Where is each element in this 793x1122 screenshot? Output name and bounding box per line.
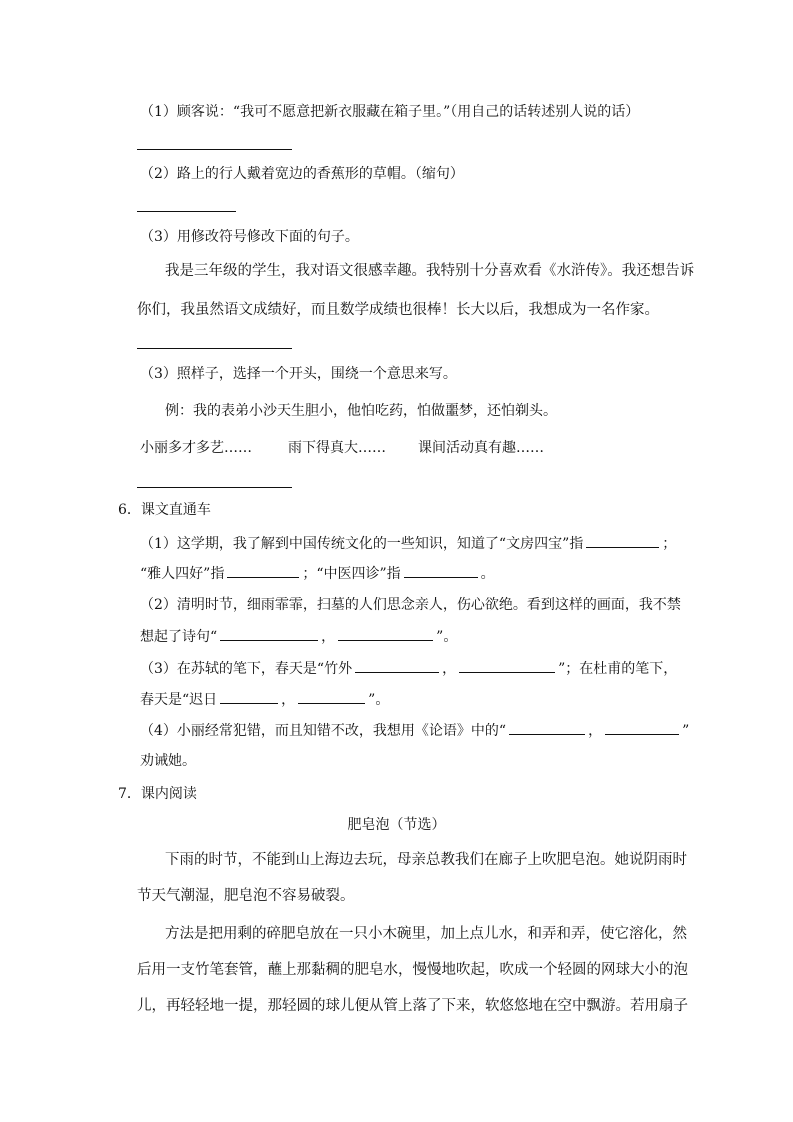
q6-blank-poem-2[interactable] [338,626,433,641]
q5-item3-label: （3）用修改符号修改下面的句子。 [140,229,359,245]
q6-blank-lunyu-1[interactable] [509,720,585,735]
q6-item3-mid: ”；在杜甫的笔下， [558,661,678,677]
q6-title: 6．课文直通车 [118,502,211,518]
passage-title: 肥皂泡（节选） [347,817,446,833]
q6-item1-text-c: ；“中医四诊”指 [302,566,401,582]
q5-item4-option-2: 雨下得真大…… [288,440,386,456]
q6-item1-line2 [140,563,495,584]
passage-para2-line3: 儿，再轻轻地一提，那轻圆的球儿便从管上落了下来，软悠悠地在空中飘游。若用扇子 [137,998,688,1014]
q5-item2-answer-line[interactable] [137,211,236,212]
q6-item3-line2 [140,689,389,710]
q5-item4-example: 例：我的表弟小沙天生胆小，他怕吃药，怕做噩梦，还怕剃头。 [165,403,557,419]
q6-blank-poem-1[interactable] [220,626,318,641]
q6-item1-semicolon: ； [662,536,677,552]
q6-blank-dufu-2[interactable] [298,689,365,704]
q6-item4-line2: 劝诫她。 [140,753,196,769]
q5-item1-text: （1）顾客说：“我可不愿意把新衣服藏在箱子里。”（用自己的话转述别人说的话） [140,104,640,120]
q6-item4-comma: ， [588,723,603,739]
q6-item3-comma: ， [442,661,457,677]
q6-item4-text-a: （4）小丽经常犯错，而且知错不改，我想用《论语》中的“ [140,723,507,739]
q6-blank-yaren[interactable] [227,563,299,578]
q6-item3-comma2: ， [281,692,296,708]
q6-blank-sushi-1[interactable] [355,658,439,673]
q5-item3-para-line2: 你们，我虽然语文成绩好，而且数学成绩也很棒！长大以后，我想成为一名作家。 [137,302,659,318]
q6-item1-end: 。 [480,566,495,582]
q5-item4-option-3: 课间活动真有趣…… [418,440,544,456]
q6-item2-line2 [140,626,457,647]
q6-item3-text-a: （3）在苏轼的笔下，春天是“竹外 [140,661,353,677]
q5-item3-answer-line[interactable] [137,348,292,349]
q5-item1-answer-line[interactable] [137,149,292,150]
q6-item2-end: ”。 [436,629,458,645]
q6-item2-comma: ， [321,629,336,645]
q6-item4-quote: ” [682,723,690,739]
q6-blank-wenfang[interactable] [586,533,659,548]
q6-item1-text-b: “雅人四好”指 [140,566,225,582]
q6-item1-text-a: （1）这学期，我了解到中国传统文化的一些知识，知道了“文房四宝”指 [140,536,584,552]
q5-item4-label: （3）照样子，选择一个开头，围绕一个意思来写。 [140,366,457,382]
passage-para1-line2: 节天气潮湿，肥皂泡不容易破裂。 [137,888,355,904]
q7-title: 7．课内阅读 [118,786,197,802]
q6-item1-line1 [140,533,676,554]
q6-blank-lunyu-2[interactable] [605,720,679,735]
q6-blank-zhongyi[interactable] [404,563,478,578]
q6-blank-sushi-2[interactable] [459,658,555,673]
q5-item2-text: （2）路上的行人戴着宽边的香蕉形的草帽。（缩句） [140,166,464,182]
q5-item4-option-1: 小丽多才多艺…… [140,440,252,456]
q6-blank-dufu-1[interactable] [220,689,278,704]
passage-para2-line2: 后用一支竹笔套管，蘸上那黏稠的肥皂水，慢慢地吹起，吹成一个轻圆的网球大小的泡 [137,962,688,978]
q6-item4-line1 [140,720,689,741]
passage-para2-line1: 方法是把用剩的碎肥皂放在一只小木碗里，加上点儿水，和弄和弄，使它溶化，然 [165,926,687,942]
q5-item3-para-line1: 我是三年级的学生，我对语文很感幸趣。我特别十分喜欢看《水浒传》。我还想告诉 [165,263,695,279]
q6-item2-text-b: 想起了诗句“ [140,629,218,645]
q5-item4-answer-line[interactable] [137,487,292,488]
q6-item3-end: ”。 [368,692,390,708]
q6-item3-text-b: 春天是“迟日 [140,692,218,708]
passage-para1-line1: 下雨的时节，不能到山上海边去玩，母亲总教我们在廊子上吹肥皂泡。她说阴雨时 [165,852,687,868]
q6-item3-line1 [140,658,677,679]
q6-item2-line1: （2）清明时节，细雨霏霏，扫墓的人们思念亲人，伤心欲绝。看到这样的画面，我不禁 [140,597,681,613]
